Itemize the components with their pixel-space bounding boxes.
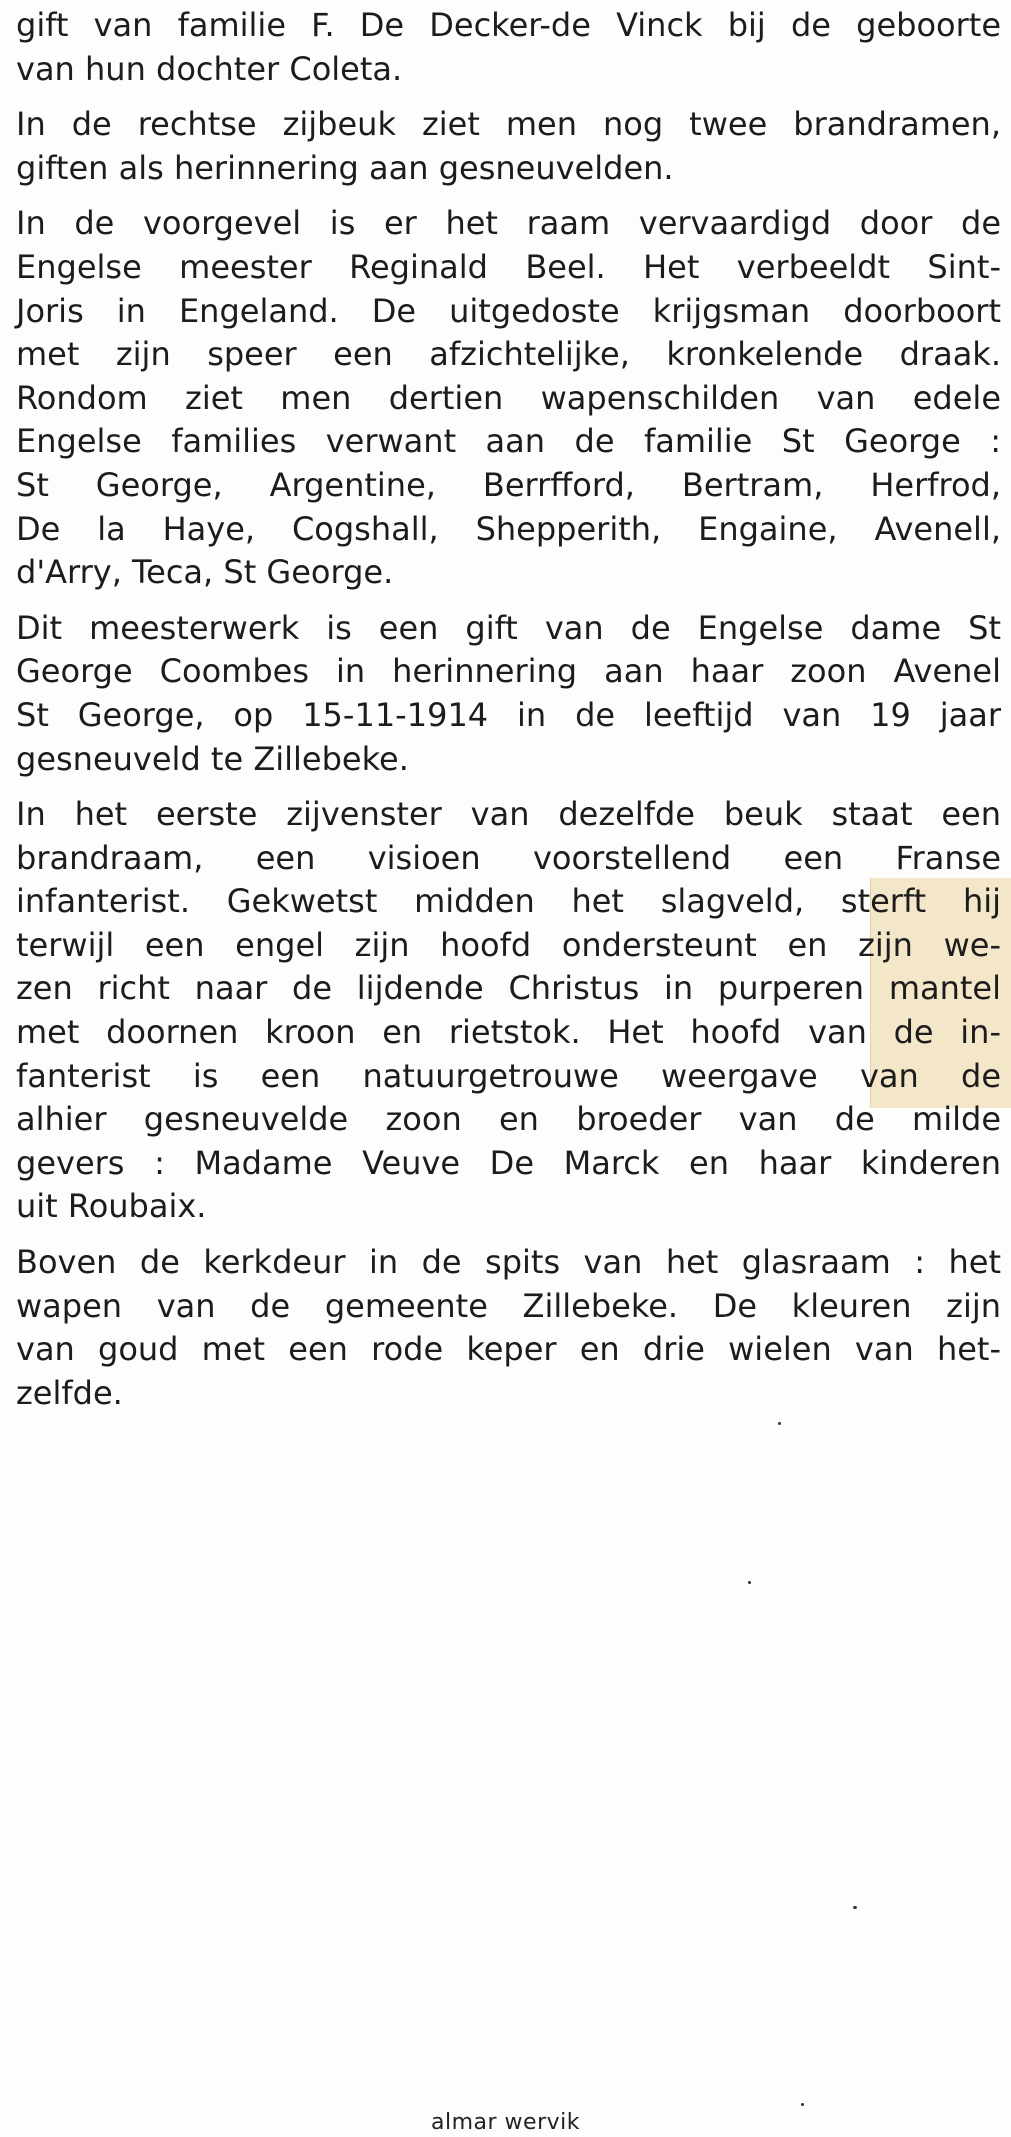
text-line: In de rechtse zijbeuk ziet men nog twee brandramen, (16, 105, 1001, 144)
paragraph-5 (16, 793, 1001, 1229)
text-line: fanterist is een natuurgetrouwe weergave van de (16, 1056, 1001, 1095)
text-line: gevers : Madame Veuve De Marck en haar kinderen (16, 1143, 1001, 1182)
text-line: Rondom ziet men dertien wapenschilden van edele (16, 378, 1001, 417)
text-line: In het eerste zijvenster van dezelfde beuk staat een (16, 795, 1001, 834)
text-line: van goud met een rode keper en drie wielen van het- (16, 1330, 1001, 1369)
text-line: De la Haye, Cogshall, Shepperith, Engaine, Avenell, (16, 509, 1001, 548)
paragraph-3 (16, 202, 1001, 594)
text-line: George Coombes in herinnering aan haar zoon Avenel (16, 652, 1001, 691)
text-line: Boven de kerkdeur in de spits van het glasraam : het (16, 1243, 1001, 1282)
paragraph-4 (16, 607, 1001, 781)
scan-speck (778, 1422, 781, 1425)
text-line: d'Arry, Teca, St George. (16, 553, 394, 592)
text-line: terwijl een engel zijn hoofd ondersteunt en zijn we- (16, 925, 1001, 964)
text-line: met doornen kroon en rietstok. Het hoofd van de in- (16, 1013, 1001, 1052)
text-line: In de voorgevel is er het raam vervaardigd door de (16, 204, 1001, 243)
paragraph-6 (16, 1241, 1001, 1415)
text-line: gesneuveld te Zillebeke. (16, 739, 409, 778)
text-line: zen richt naar de lijdende Christus in purperen mantel (16, 969, 1001, 1008)
scan-speck (801, 2103, 804, 2106)
text-line: Engelse families verwant aan de familie St George : (16, 422, 1001, 461)
publisher-footer: almar wervik (431, 2110, 580, 2135)
text-line: alhier gesneuvelde zoon en broeder van de milde (16, 1100, 1001, 1139)
text-line: zelfde. (16, 1373, 123, 1412)
scan-speck (853, 1906, 857, 1909)
scan-speck (748, 1581, 751, 1584)
text-line: brandraam, een visioen voorstellend een Franse (16, 838, 1001, 877)
text-line: Joris in Engeland. De uitgedoste krijgsman doorboort (16, 291, 1001, 330)
text-line: wapen van de gemeente Zillebeke. De kleuren zijn (16, 1286, 1001, 1325)
paragraph-1 (16, 4, 1001, 91)
text-line: infanterist. Gekwetst midden het slagveld, sterft hij (16, 882, 1001, 921)
text-line: van hun dochter Coleta. (16, 49, 403, 88)
paragraph-2 (16, 103, 1001, 190)
text-line: met zijn speer een afzichtelijke, kronkelende draak. (16, 335, 1001, 374)
text-line: gift van familie F. De Decker-de Vinck bij de geboorte (16, 6, 1001, 44)
text-line: giften als herinnering aan gesneuvelden. (16, 148, 674, 187)
text-line: Engelse meester Reginald Beel. Het verbeeldt Sint- (16, 247, 1001, 286)
text-line: uit Roubaix. (16, 1187, 207, 1226)
text-line: St George, Argentine, Berrfford, Bertram, Herfrod, (16, 465, 1001, 504)
text-line: St George, op 15-11-1914 in de leeftijd van 19 jaar (16, 695, 1001, 734)
text-line: Dit meesterwerk is een gift van de Engelse dame St (16, 608, 1001, 647)
text-column (16, 4, 1001, 1427)
